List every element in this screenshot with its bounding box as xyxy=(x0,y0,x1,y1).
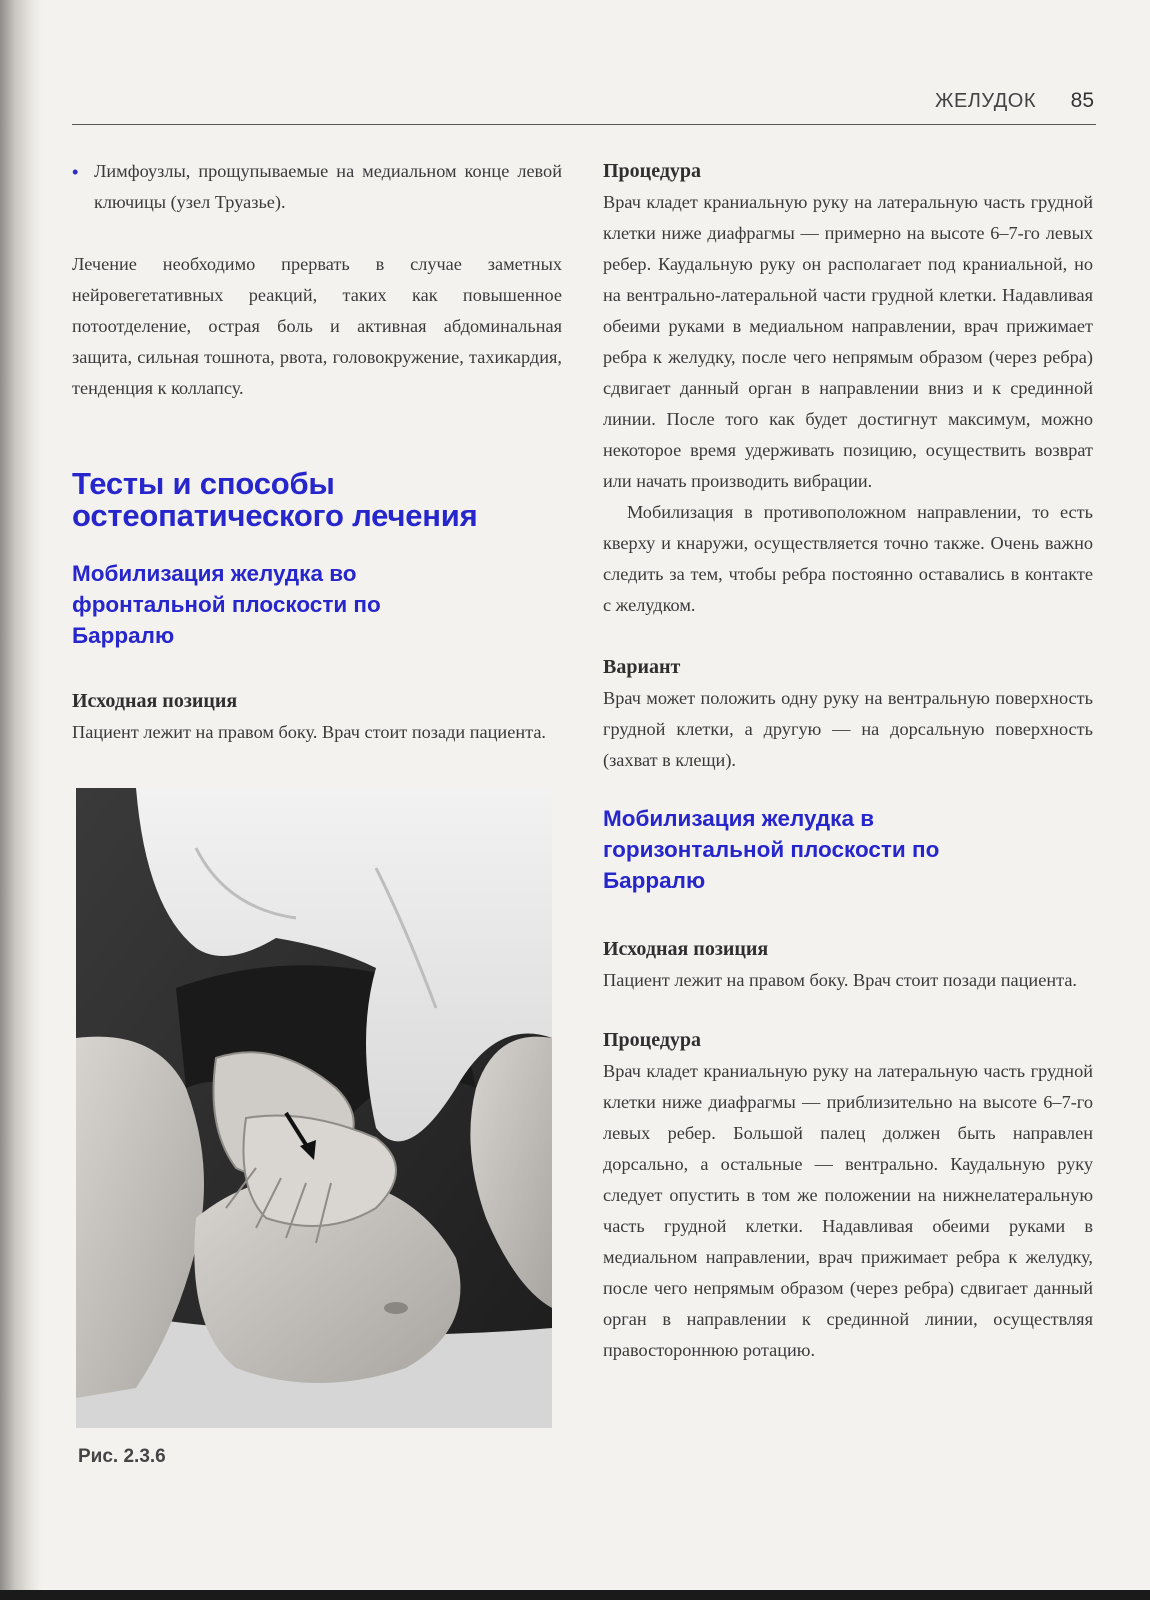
bullet-text: Лимфоузлы, прощупываемые на медиальном конце левой ключицы (узел Труазье). xyxy=(94,161,562,212)
start-position2-title: Исходная позиция xyxy=(603,938,769,960)
book-spine-shadow xyxy=(0,0,42,1600)
bullet-item xyxy=(72,156,562,218)
right-column xyxy=(603,156,1093,1366)
start-position-text: Пациент лежит на правом боку. Врач стоит позади пациента. xyxy=(72,722,547,742)
subsection-heading-frontal: Мобилизация желудка во фронтальной плоскости по Барралю xyxy=(72,561,381,648)
page-bottom-edge xyxy=(0,1590,1150,1600)
running-head xyxy=(72,88,1096,125)
section-heading: Тесты и способы остеопатического лечения xyxy=(72,466,478,533)
start-position2-text: Пациент лежит на правом боку. Врач стоит позади пациента. xyxy=(603,970,1078,990)
variant-text: Врач может положить одну руку на вентральную поверхность грудной клетки, а другую — на дорсальную поверхность (захват в клещи). xyxy=(603,688,1093,770)
interrupt-treatment-paragraph: Лечение необходимо прервать в случае заметных нейровегетативных реакций, таких как повышенное потоотделение, острая боль и активная абдоминальная защита, сильная тошнота, рвота, головокружение, тахикардия, тенденция к коллапсу. xyxy=(72,254,562,398)
procedure-paragraph-1: Врач кладет краниальную руку на латеральную часть грудной клетки ниже диафрагмы — примерно на высоте 6–7-го левых ребер. Каудальную руку он располагает под краниальной, но на вентрально-латеральной части грудной клетки. Надавливая обеими руками в медиальном направлении, врач прижимает ребра к желудку, после чего непрямым образом (через ребра) сдвигает данный орган в направлении вниз и к срединной линии. После того как будет достигнут максимум, можно некоторое время удерживать позицию, осуществить возврат или начать производить вибрации. xyxy=(603,192,1093,491)
start-position-title: Исходная позиция xyxy=(72,690,238,712)
treatment-photo-illustration xyxy=(76,788,552,1428)
page-number: 85 xyxy=(1070,89,1094,112)
bullet-icon: • xyxy=(72,161,79,182)
procedure2-text: Врач кладет краниальную руку на латеральную часть грудной клетки ниже диафрагмы — приблизительно на высоте 6–7-го левых ребер. Большой палец должен быть направлен дорсально, а остальные — вентрально. Каудальную руку следует опустить в том же положении на нижнелатеральную часть грудной клетки. Надавливая обеими руками в медиальном направлении, врач прижимает ребра к желудку, после чего непрямым образом (через ребра) сдвигает данный орган в направлении к срединной линии, осуществляя правостороннюю ротацию. xyxy=(603,1061,1093,1360)
subsection-heading-horizontal: Мобилизация желудка в горизонтальной плоскости по Барралю xyxy=(603,806,940,893)
running-head-section: ЖЕЛУДОК xyxy=(935,90,1036,112)
procedure-paragraph-2: Мобилизация в противоположном направлении, то есть кверху и кнаружи, осуществляется точно также. Очень важно следить за тем, чтобы ребра постоянно оставались в контакте с желудком. xyxy=(603,502,1093,615)
figure-caption: Рис. 2.3.6 xyxy=(78,1446,166,1467)
figure-photo xyxy=(76,788,552,1428)
left-column xyxy=(72,156,562,1468)
procedure2-title: Процедура xyxy=(603,1029,702,1051)
variant-title: Вариант xyxy=(603,656,681,678)
procedure-title: Процедура xyxy=(603,160,702,182)
